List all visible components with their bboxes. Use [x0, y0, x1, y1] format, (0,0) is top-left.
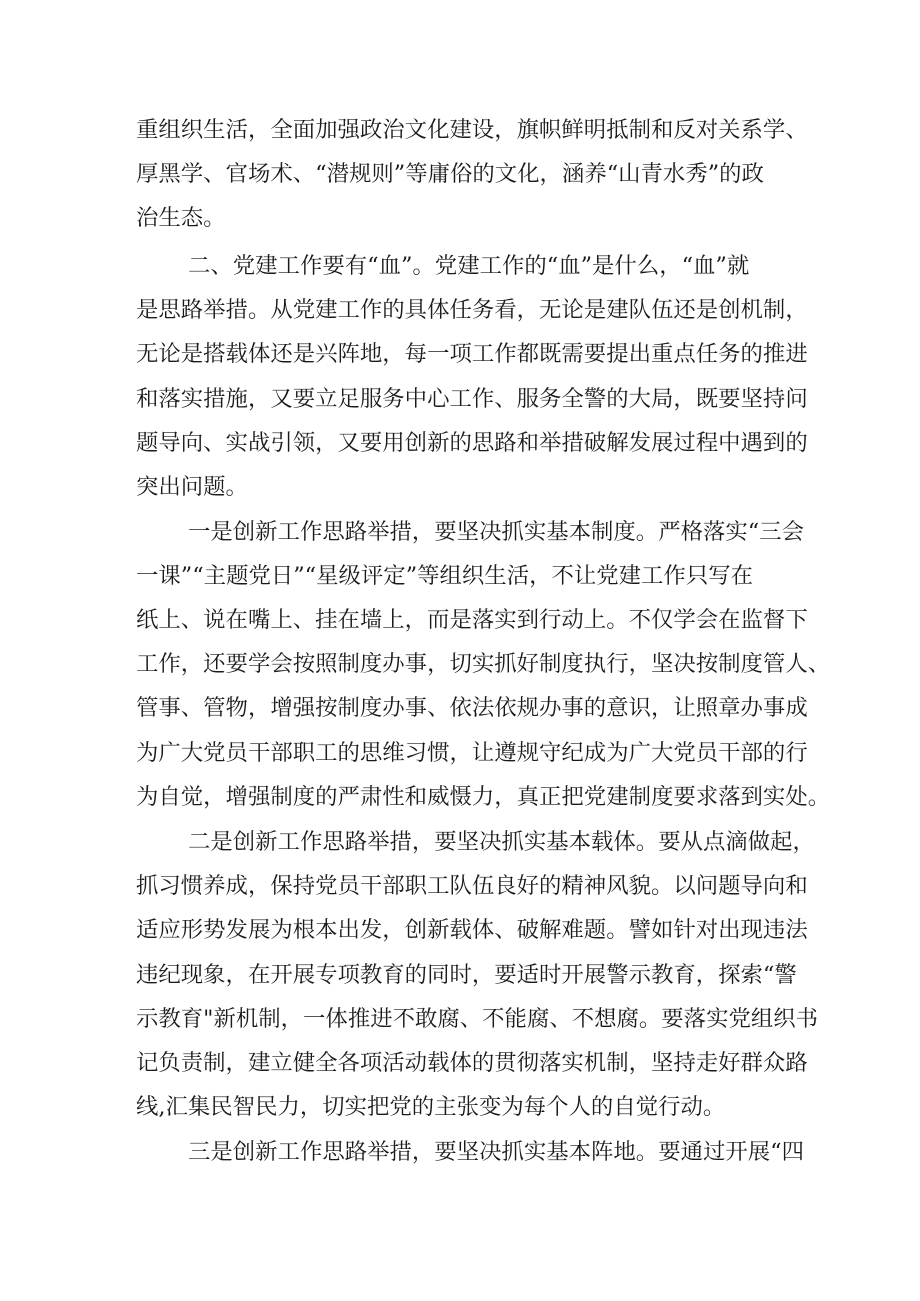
line-text: 无论是搭载体还是兴阵地，每一项工作都既需要提出重点任务的推进	[136, 341, 808, 367]
line-text: 三是创新工作思路举措，要坚决抓实基本阵地。要通过开展“四	[188, 1139, 804, 1165]
text-line	[0, 465, 920, 509]
line-text: 违纪现象，在开展专项教育的同时，要适时开展警示教育，探索“警	[136, 962, 797, 988]
text-line	[0, 377, 920, 421]
text-line	[0, 731, 920, 775]
text-line	[0, 1085, 920, 1129]
text-line	[0, 108, 920, 152]
text-line	[0, 997, 920, 1041]
text-line	[0, 152, 920, 196]
line-text: 和落实措施，又要立足服务中心工作、服务全警的大局，既要坚持问	[136, 386, 808, 412]
line-text: 管事、管物，增强按制度办事、依法依规办事的意识，让照章办事成	[136, 695, 808, 721]
line-text: 厚黑学、官场术、“潜规则”等庸俗的文化，涵养“山青水秀”的政	[136, 161, 764, 187]
line-text: 重组织生活，全面加强政治文化建设，旗帜鲜明抵制和反对关系学、	[136, 117, 808, 143]
text-line	[0, 953, 920, 997]
text-line	[0, 864, 920, 908]
text-line	[0, 288, 920, 332]
line-text: 一是创新工作思路举措，要坚决抓实基本制度。严格落实“三会	[188, 519, 804, 545]
text-line	[0, 775, 920, 819]
line-text: 是思路举措。从党建工作的具体任务看，无论是建队伍还是创机制，	[136, 297, 808, 323]
text-line	[0, 642, 920, 686]
line-text: 适应形势发展为根本出发，创新载体、破解难题。譬如针对出现违法	[136, 917, 808, 943]
line-text: 线,汇集民智民力，切实把党的主张变为每个人的自觉行动。	[136, 1094, 726, 1120]
text-line	[0, 510, 920, 554]
text-line	[0, 598, 920, 642]
text-line	[0, 820, 920, 864]
text-line	[0, 686, 920, 730]
text-line	[0, 908, 920, 952]
line-text: 为广大党员干部职工的思维习惯，让遵规守纪成为广大党员干部的行	[136, 740, 808, 766]
line-text: 抓习惯养成，保持党员干部职工队伍良好的精神风貌。以问题导向和	[136, 873, 808, 899]
line-text: 纸上、说在嘴上、挂在墙上，而是落实到行动上。不仅学会在监督下	[136, 607, 808, 633]
line-text: 题导向、实战引领，又要用创新的思路和举措破解发展过程中遇到的	[136, 430, 808, 456]
text-line	[0, 1041, 920, 1085]
line-text: 一课”“主题党日”“星级评定”等组织生活，不让党建工作只写在	[136, 563, 753, 589]
line-text: 示教育"新机制，一体推进不敢腐、不能腐、不想腐。要落实党组织书	[136, 1006, 819, 1032]
line-text: 为自觉，增强制度的严肃性和威慑力，真正把党建制度要求落到实处。	[136, 784, 831, 810]
line-text: 二是创新工作思路举措，要坚决抓实基本载体。要从点滴做起，	[188, 829, 815, 855]
line-text: 突出问题。	[136, 474, 248, 500]
text-line	[0, 196, 920, 240]
text-line	[0, 1130, 920, 1174]
text-line	[0, 554, 920, 598]
text-line	[0, 332, 920, 376]
line-text: 工作，还要学会按照制度办事，切实抓好制度执行，坚决按制度管人、	[136, 651, 831, 677]
line-text: 记负责制，建立健全各项活动载体的贯彻落实机制，坚持走好群众路	[136, 1050, 808, 1076]
text-line	[0, 244, 920, 288]
text-line	[0, 421, 920, 465]
line-text: 二、党建工作要有“血”。党建工作的“血”是什么，“血”就	[188, 253, 750, 279]
line-text: 治生态。	[136, 205, 226, 231]
